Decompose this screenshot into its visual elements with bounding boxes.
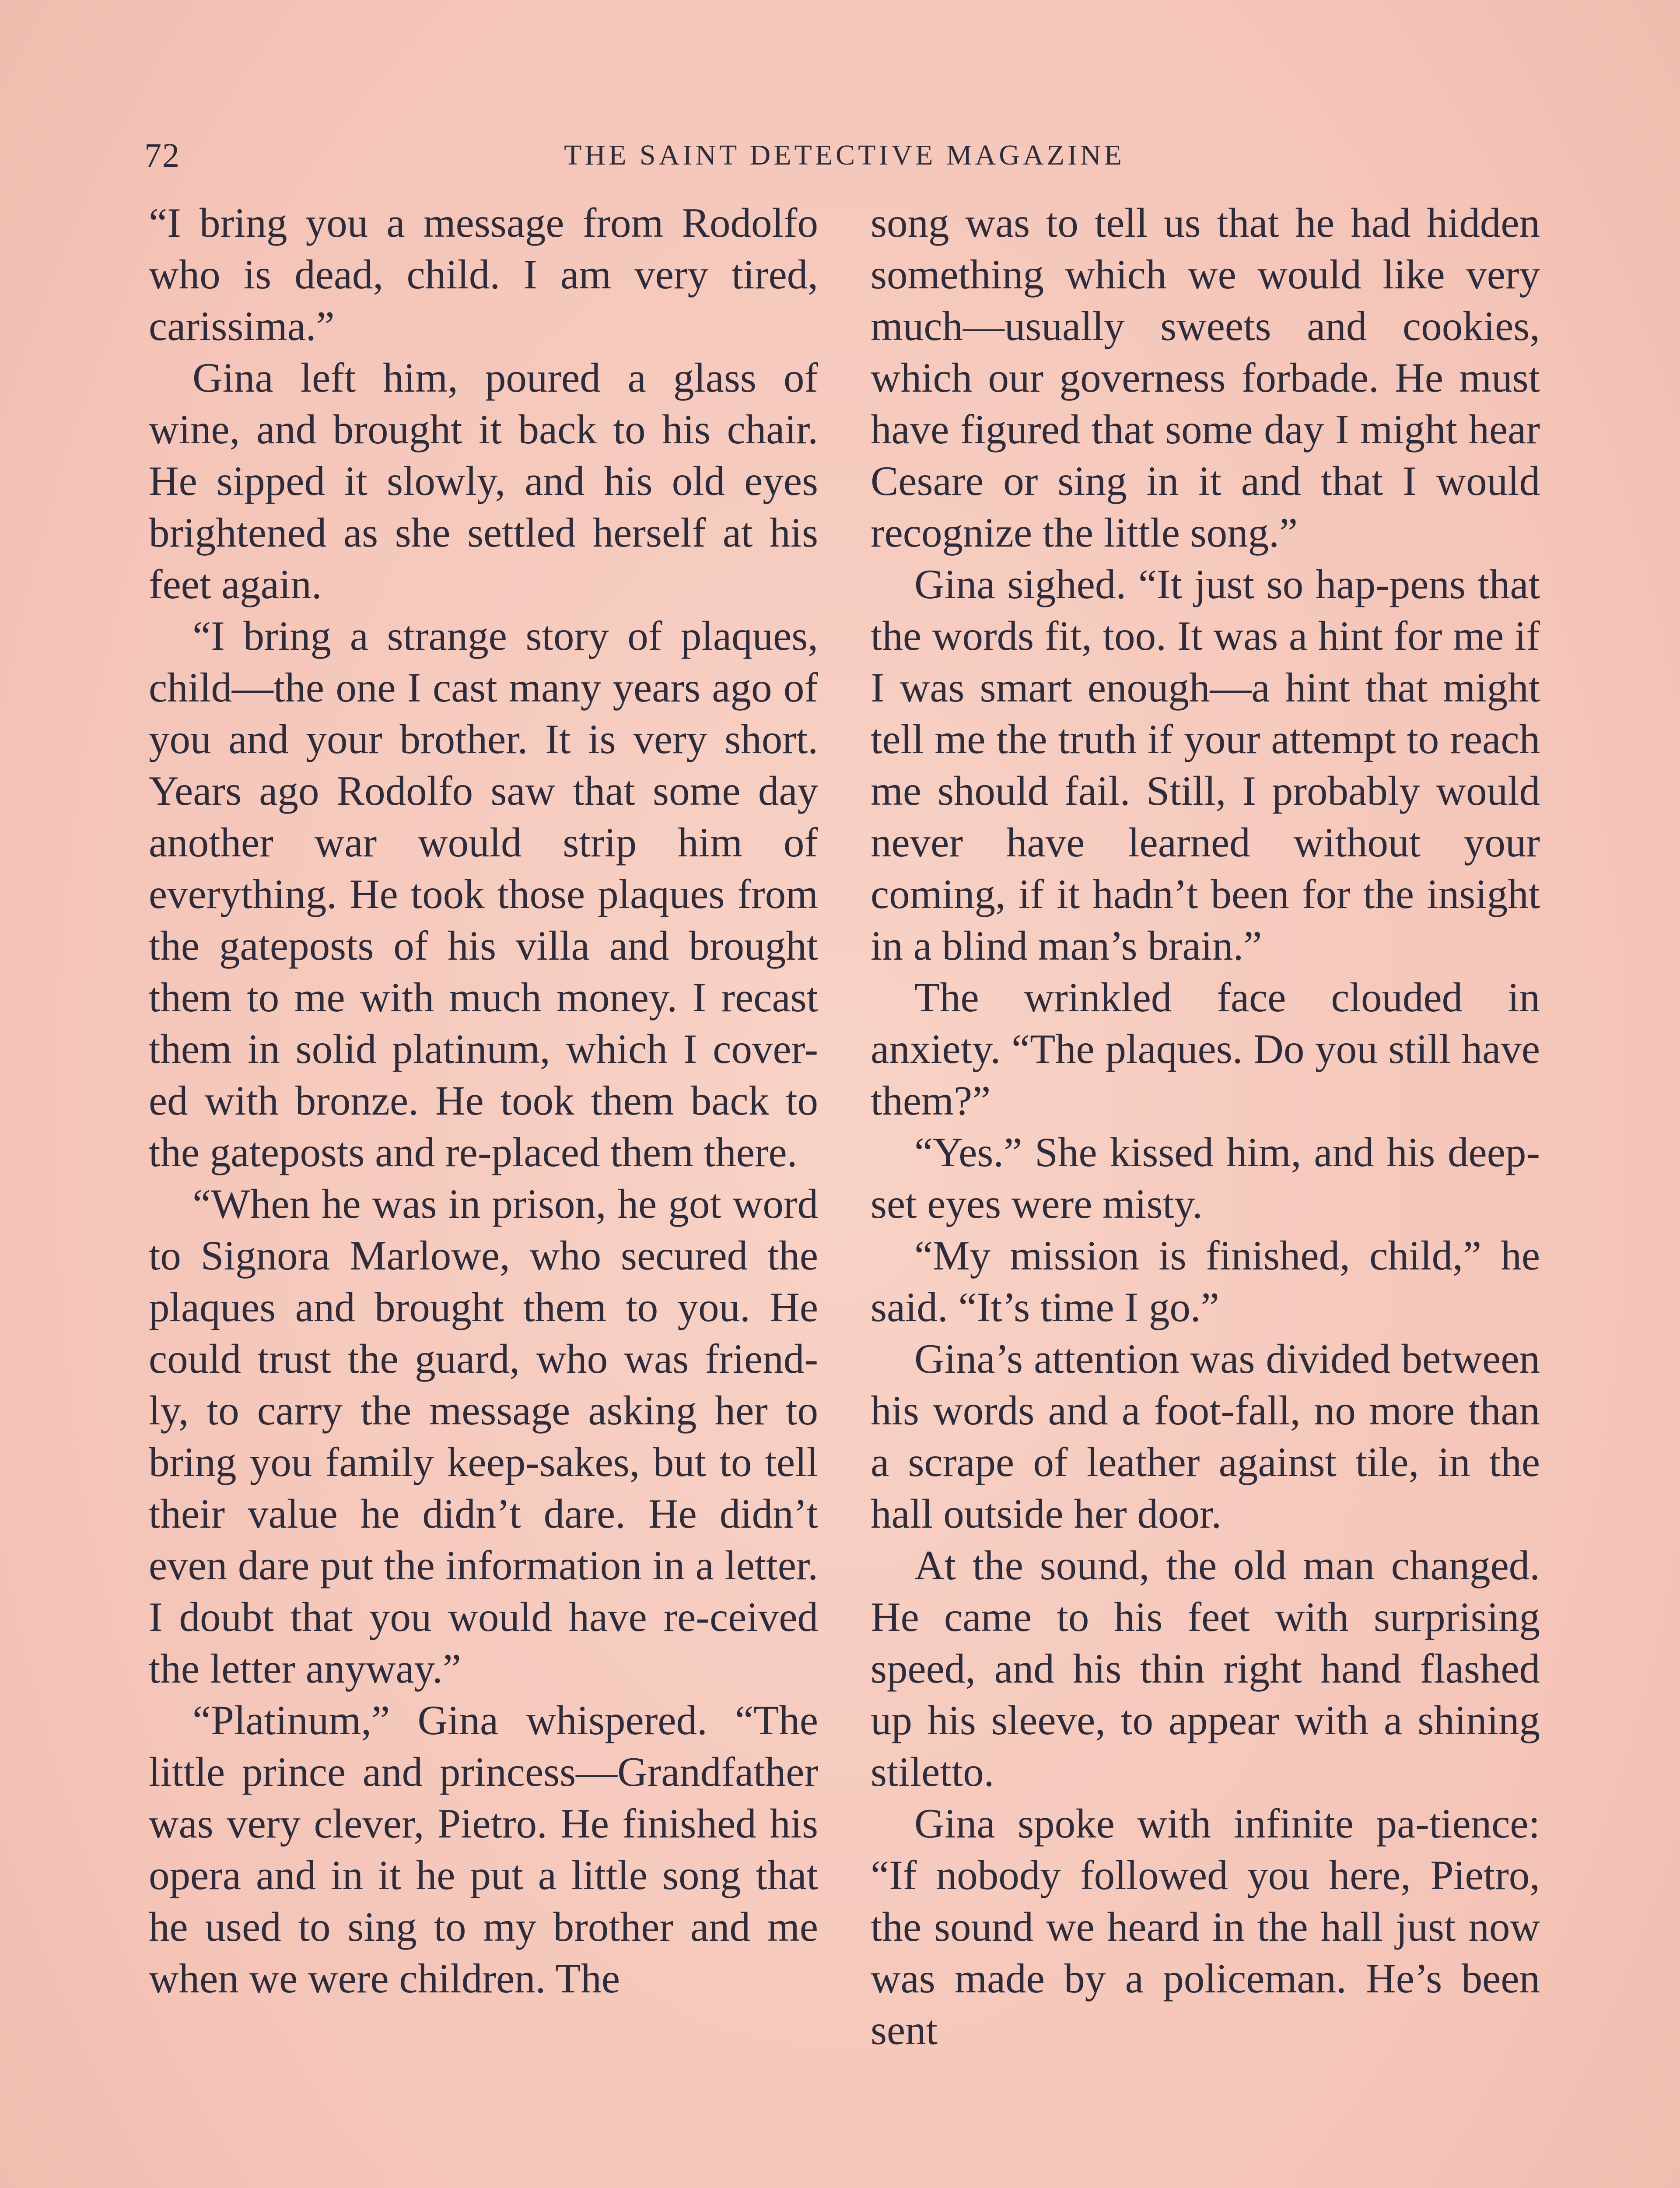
paragraph: “When he was in prison, he got word to Signora Marlowe, who secured the plaques and brought them to you. He could trust the guard, who was friend-ly, to carry the message asking her to bring you family keep-sakes, but to tell their value he didn’t dare. He didn’t even dare put the information in a letter. I doubt that you would have re-ceived the letter anyway.”	[149, 1181, 818, 1692]
paragraph: “My mission is finished, child,” he said. “It’s time I go.”	[871, 1232, 1540, 1330]
paragraph: “Platinum,” Gina whispered. “The little prince and princess—Grandfather was very clever, Pietro. He finished his opera and in it he put a little song that he used to sing to my brother and me when we were children. The	[149, 1697, 818, 2002]
paragraph: At the sound, the old man changed. He came to his feet with surprising speed, and his thin right hand flashed up his sleeve, to appear with a shining stiletto.	[871, 1542, 1540, 1795]
running-title: THE SAINT DETECTIVE MAGAZINE	[564, 139, 1125, 171]
paragraph: Gina sighed. “It just so hap-pens that the words fit, too. It was a hint for me if I was smart enough—a hint that might tell me the truth if your attempt to reach me should fail. Still, I probably would never have learned without your coming, if it hadn’t been for the insight in a blind man’s brain.”	[871, 561, 1540, 969]
paragraph: “Yes.” She kissed him, and his deep-set eyes were misty.	[871, 1129, 1540, 1227]
paragraph: Gina spoke with infinite pa-tience: “If nobody followed you here, Pietro, the sound we heard in the hall just now was made by a policeman. He’s been sent	[871, 1800, 1540, 2053]
paragraph: Gina left him, poured a glass of wine, and brought it back to his chair. He sipped it slowly, and his old eyes brightened as she settled herself at his feet again.	[149, 354, 818, 607]
page-header	[144, 131, 1544, 179]
page-number: 72	[144, 136, 180, 174]
paragraph: song was to tell us that he had hidden something which we would like very much—usually sweets and cookies, which our governess forbade. He must have figured that some day I might hear Cesare or sing in it and that I would recognize the little song.”	[871, 200, 1540, 556]
left-column	[149, 197, 818, 2004]
right-column	[871, 197, 1540, 2056]
paragraph: “I bring you a message from Rodolfo who is dead, child. I am very tired, carissima.”	[149, 200, 818, 349]
paragraph: Gina’s attention was divided between his words and a foot-fall, no more than a scrape of leather against tile, in the hall outside her door.	[871, 1336, 1540, 1537]
paragraph: “I bring a strange story of plaques, child—the one I cast many years ago of you and your brother. It is very short. Years ago Rodolfo saw that some day another war would strip him of everything. He took those plaques from the gateposts of his villa and brought them to me with much money. I recast them in solid platinum, which I cover-ed with bronze. He took them back to the gateposts and re-placed them there.	[149, 613, 818, 1175]
paragraph: The wrinkled face clouded in anxiety. “The plaques. Do you still have them?”	[871, 974, 1540, 1124]
